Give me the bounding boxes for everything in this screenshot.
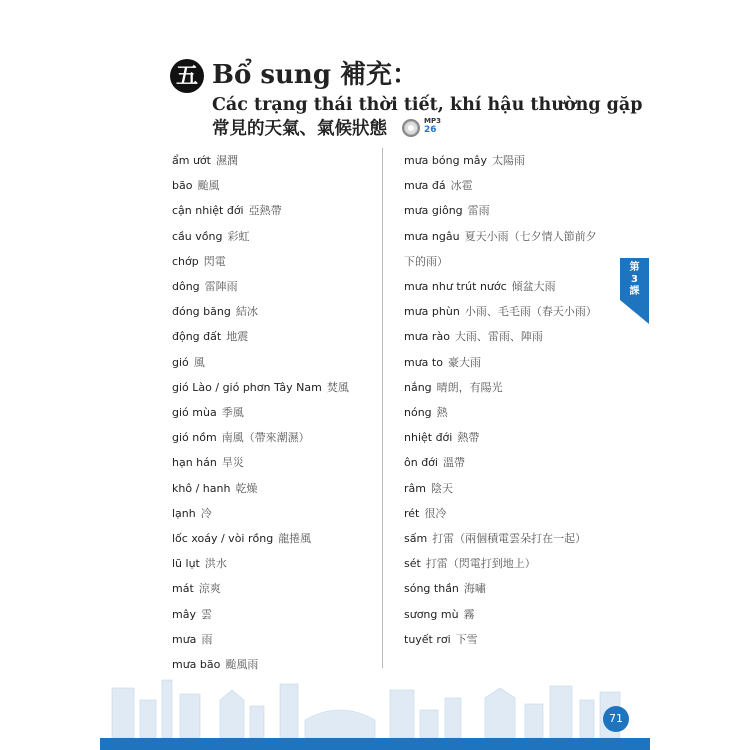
term-chinese: 洪水	[204, 557, 227, 571]
term-vietnamese: động đất	[172, 330, 222, 344]
term-chinese: 雨	[201, 632, 213, 646]
term-chinese: 冷	[200, 506, 212, 520]
term-vietnamese: khô / hanh	[172, 481, 231, 495]
list-item	[172, 224, 392, 249]
list-item	[404, 400, 609, 425]
city-skyline-illustration	[100, 670, 650, 738]
term-chinese: 熱	[436, 406, 448, 420]
term-chinese: 颱風	[197, 179, 220, 193]
list-item	[172, 350, 392, 375]
term-vietnamese: sóng thần	[404, 582, 459, 596]
term-chinese: 很冷	[424, 506, 447, 520]
term-vietnamese: hạn hán	[172, 456, 217, 470]
term-vietnamese: sét	[404, 557, 421, 571]
term-chinese: 晴朗，有陽光	[436, 380, 503, 394]
term-chinese: 豪大雨	[447, 355, 481, 369]
lesson-tab-line: 第	[629, 262, 640, 273]
term-chinese: 海嘯	[463, 582, 486, 596]
list-item	[172, 501, 392, 526]
term-chinese: 焚風	[326, 380, 349, 394]
list-item	[404, 627, 609, 652]
list-item	[404, 501, 609, 526]
term-chinese: 龍捲風	[278, 532, 312, 546]
term-chinese: 傾盆大雨	[511, 280, 556, 294]
list-item	[172, 425, 392, 450]
term-chinese: 大雨、雷雨、陣雨	[454, 330, 543, 344]
term-vietnamese: lốc xoáy / vòi rồng	[172, 532, 274, 546]
term-vietnamese: mưa to	[404, 355, 443, 369]
column-divider	[382, 148, 383, 668]
term-chinese: 霧	[463, 607, 475, 621]
lesson-tab-label	[620, 262, 649, 298]
term-vietnamese: dông	[172, 280, 200, 294]
list-item	[172, 324, 392, 349]
list-item	[172, 450, 392, 475]
term-chinese: 冰雹	[450, 179, 473, 193]
term-vietnamese: ẩm ướt	[172, 154, 211, 167]
section-title: Bổ sung 補充：	[212, 60, 419, 90]
term-chinese: 亞熱帶	[248, 204, 282, 218]
list-item	[404, 274, 609, 299]
term-vietnamese: mưa đá	[404, 179, 446, 193]
term-vietnamese: cận nhiệt đới	[172, 204, 244, 218]
term-chinese: 濕潤	[215, 154, 238, 167]
term-vietnamese: chớp	[172, 254, 199, 268]
lesson-tab-line: 課	[629, 286, 640, 297]
list-item	[172, 476, 392, 501]
audio-track-number: 26	[424, 125, 437, 135]
term-chinese: 地震	[226, 330, 249, 344]
page-number: 71	[603, 706, 629, 732]
list-item	[404, 299, 609, 324]
term-vietnamese: rét	[404, 506, 420, 520]
term-chinese: 太陽雨	[492, 154, 526, 167]
term-vietnamese: mát	[172, 582, 194, 596]
list-item	[404, 551, 609, 576]
term-chinese: 熱帶	[457, 431, 480, 445]
term-chinese-continued: 下的雨）	[404, 254, 448, 268]
term-vietnamese: sấm	[404, 532, 428, 546]
vocabulary-column-right	[404, 148, 609, 652]
term-vietnamese: mưa giông	[404, 204, 463, 218]
term-vietnamese: gió nồm	[172, 431, 217, 445]
list-item	[172, 249, 392, 274]
list-item	[404, 476, 609, 501]
list-item	[404, 526, 609, 551]
term-vietnamese: mưa ngâu	[404, 229, 460, 243]
section-subtitle-vietnamese: Các trạng thái thời tiết, khí hậu thường gặp	[212, 95, 643, 115]
term-vietnamese: mưa	[172, 632, 197, 646]
footer-bar	[100, 738, 650, 750]
term-vietnamese: nắng	[404, 380, 432, 394]
list-item	[172, 148, 392, 173]
term-chinese: 雷雨	[467, 204, 490, 218]
term-chinese: 結冰	[235, 305, 258, 319]
list-item	[404, 198, 609, 223]
term-vietnamese: ôn đới	[404, 456, 438, 470]
term-vietnamese: mưa bão	[172, 658, 221, 672]
list-item	[404, 602, 609, 627]
term-vietnamese: mưa phùn	[404, 305, 460, 319]
term-vietnamese: gió Lào / gió phơn Tây Nam	[172, 380, 322, 394]
term-vietnamese: tuyết rơi	[404, 632, 451, 646]
term-chinese: 風	[193, 355, 205, 369]
term-vietnamese: mây	[172, 607, 196, 621]
term-vietnamese: cầu vồng	[172, 229, 223, 243]
section-subtitle-chinese: 常見的天氣、氣候狀態	[212, 119, 387, 139]
list-item	[172, 627, 392, 652]
lesson-tab-line: 3	[631, 274, 638, 285]
list-item	[404, 324, 609, 349]
term-vietnamese: lạnh	[172, 506, 196, 520]
list-item	[172, 173, 392, 198]
list-item	[172, 299, 392, 324]
term-vietnamese: gió	[172, 355, 189, 369]
term-vietnamese: nhiệt đới	[404, 431, 453, 445]
list-item	[172, 400, 392, 425]
term-vietnamese: mưa bóng mây	[404, 154, 488, 167]
term-chinese: 夏天小雨（七夕情人節前夕	[464, 229, 597, 243]
term-chinese: 彩虹	[227, 229, 250, 243]
list-item	[404, 350, 609, 375]
term-chinese: 旱災	[221, 456, 244, 470]
vocabulary-column-left	[172, 148, 392, 677]
term-chinese: 乾燥	[235, 481, 258, 495]
term-vietnamese: nóng	[404, 406, 432, 420]
term-chinese: 涼爽	[198, 582, 221, 596]
audio-format-label: MP3	[424, 117, 441, 125]
list-item	[404, 148, 609, 173]
audio-cd-icon	[402, 119, 420, 137]
list-item	[404, 224, 609, 249]
term-chinese: 打雷（兩個積電雲朵打在一起）	[432, 532, 587, 546]
list-item	[172, 198, 392, 223]
term-chinese: 颱風雨	[225, 658, 259, 672]
term-chinese: 南風（帶來潮濕）	[221, 431, 310, 445]
list-item	[404, 375, 609, 400]
term-chinese: 季風	[221, 406, 244, 420]
list-item	[172, 602, 392, 627]
term-chinese: 雲	[200, 607, 212, 621]
list-item	[404, 576, 609, 601]
term-chinese: 陰天	[430, 481, 453, 495]
term-chinese: 雷陣雨	[204, 280, 238, 294]
audio-track-label	[424, 117, 441, 135]
term-chinese: 閃電	[203, 254, 226, 268]
section-number-badge: 五	[170, 59, 204, 93]
list-item	[404, 173, 609, 198]
list-item	[172, 526, 392, 551]
list-item	[404, 425, 609, 450]
list-item	[172, 576, 392, 601]
term-chinese: 打雷（閃電打到地上）	[425, 557, 536, 571]
term-vietnamese: lũ lụt	[172, 557, 200, 571]
term-vietnamese: mưa rào	[404, 330, 450, 344]
term-chinese: 小雨、毛毛雨（春天小雨）	[464, 305, 597, 319]
list-item	[172, 274, 392, 299]
list-item-continuation	[404, 249, 609, 274]
term-vietnamese: râm	[404, 481, 426, 495]
term-vietnamese: sương mù	[404, 607, 459, 621]
term-vietnamese: mưa như trút nước	[404, 280, 507, 294]
term-vietnamese: gió mùa	[172, 406, 217, 420]
term-vietnamese: bão	[172, 179, 193, 193]
term-chinese: 下雪	[455, 632, 478, 646]
list-item	[404, 450, 609, 475]
term-chinese: 溫帶	[442, 456, 465, 470]
list-item	[172, 551, 392, 576]
term-vietnamese: đóng băng	[172, 305, 231, 319]
list-item	[172, 375, 392, 400]
